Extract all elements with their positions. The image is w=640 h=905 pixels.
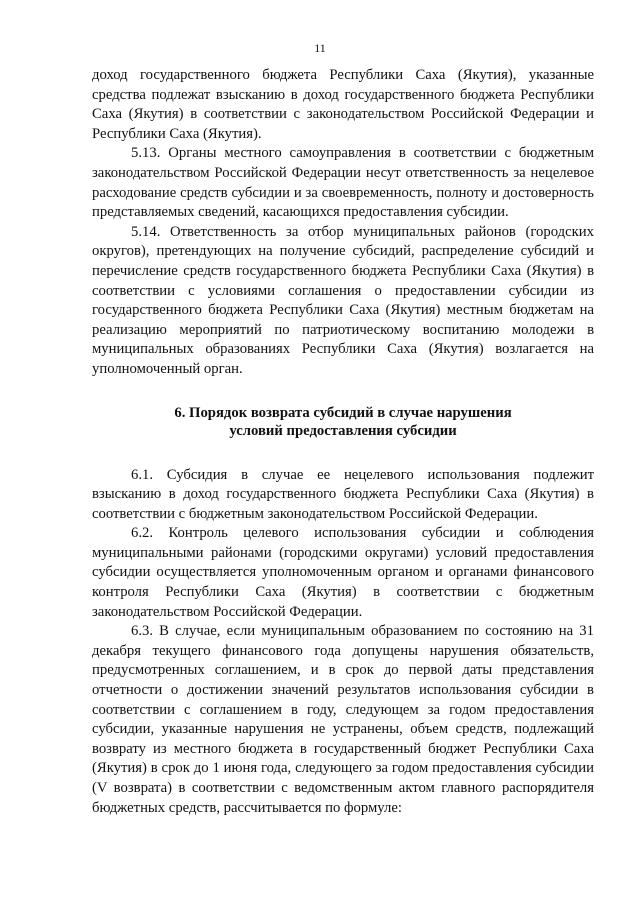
- paragraph-5-13: 5.13. Органы местного самоуправления в соответствии с бюджетным законодательством Российской Федерации несут ответственность за нецелевое расходование средств субсидии и за своевременность, полноту и достоверность представляемых сведений, касающихся предоставления субсидии.: [92, 145, 594, 221]
- paragraph-continuation: доход государственного бюджета Республики Саха (Якутия), указанные средства подлежат взысканию в доход государственного бюджета Республики Саха (Якутия) в соответствии с законодательством Российской Федерации и Республики Саха (Якутия).: [92, 67, 594, 142]
- section-heading-line-2: условий предоставления субсидии: [229, 422, 457, 439]
- paragraph-6-3: 6.3. В случае, если муниципальным образованием по состоянию на 31 декабря текущего финансового года допущены нарушения обязательств, предусмотренных соглашением, и в срок до первой даты представления отчетности о достижении значений результатов использования субсидии в соответствии с соглашением в году, следующем за годом предоставления субсидии, указанные нарушения не устранены, объем средств, подлежащий возврату из местного бюджета в государственный бюджет Республики Саха (Якутия) в срок до 1 июня года, следующего за годом предоставления субсидии (V возврата) в соответствии с ведомственным актом главного распорядителя бюджетных средств, рассчитывается по формуле:: [92, 623, 594, 816]
- paragraph-6-1: 6.1. Субсидия в случае ее нецелевого использования подлежит взысканию в доход государственного бюджета Республики Саха (Якутия) в соответствии с бюджетным законодательством Российской Федерации.: [92, 466, 594, 522]
- document-body: [92, 66, 594, 818]
- paragraph-5-14: 5.14. Ответственность за отбор муниципальных районов (городских округов), претендующих на получение субсидий, распределение субсидий и перечисление средств государственного бюджета Республики Саха (Якутия) в соответствии с условиями соглашения о предоставлении субсидии из государственного бюджета Республики Саха (Якутия) местным бюджетам на реализацию мероприятий по патриотическому воспитанию молодежи в муниципальных образованиях Республики Саха (Якутия) возлагается на уполномоченный орган.: [92, 223, 594, 377]
- paragraph-6-2: 6.2. Контроль целевого использования субсидии и соблюдения муниципальными районами (городскими округами) условий предоставления субсидии осуществляется уполномоченным органом и органами финансового контроля Республики Саха (Якутия) в соответствии с бюджетным законодательством Российской Федерации.: [92, 525, 594, 620]
- section-heading: [92, 404, 594, 440]
- section-heading-line-1: 6. Порядок возврата субсидий в случае нарушения: [174, 404, 512, 421]
- page-number: 11: [314, 41, 326, 55]
